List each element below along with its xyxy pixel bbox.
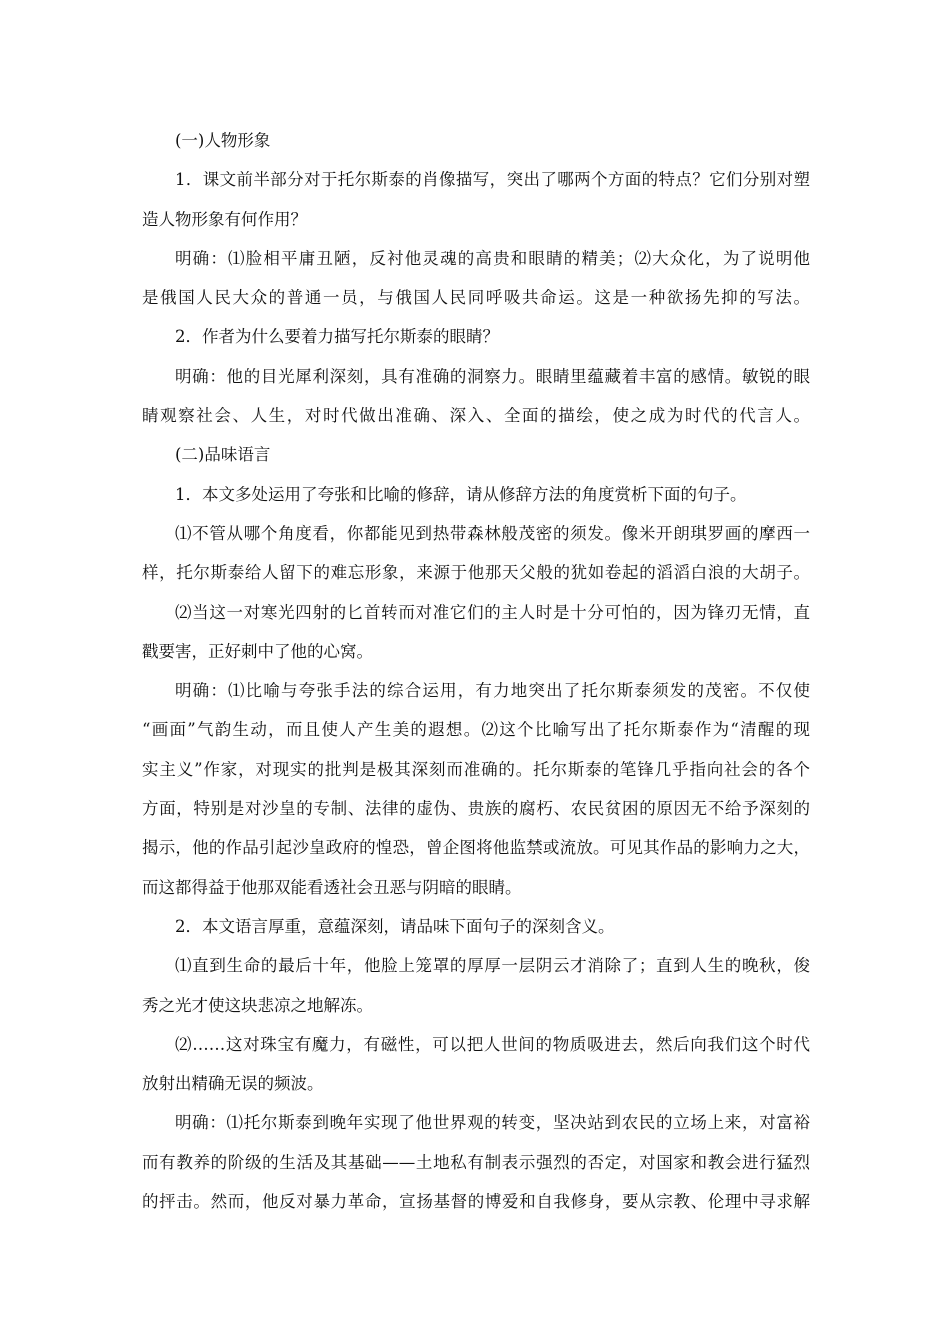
- sentence-3-line-2: 秀之光才使这块悲凉之地解冻。: [142, 995, 373, 1015]
- sentence-2-line-2: 戳要害，正好刺中了他的心窝。: [142, 641, 373, 661]
- answer-2-line-1: 明确：他的目光犀利深刻，具有准确的洞察力。眼睛里蕴藏着丰富的感情。敏锐的眼: [175, 366, 810, 386]
- question-1-line-1: 1．课文前半部分对于托尔斯泰的肖像描写，突出了哪两个方面的特点？它们分别对塑: [175, 170, 810, 190]
- language-answer-1-line-1: 明确：⑴比喻与夸张手法的综合运用，有力地突出了托尔斯泰须发的茂密。不仅使: [175, 681, 810, 701]
- sentence-1-line-1: ⑴不管从哪个角度看，你都能见到热带森林般茂密的须发。像米开朗琪罗画的摩西一: [175, 523, 810, 543]
- answer-1-line-2: 是俄国人民大众的普通一员，与俄国人民同呼吸共命运。这是一种欲扬先抑的写法。: [142, 288, 810, 308]
- question-2-line-1: 2．作者为什么要着力描写托尔斯泰的眼睛？: [175, 327, 499, 347]
- sentence-4-line-2: 放射出精确无误的频波。: [142, 1074, 324, 1094]
- document-body: [142, 121, 810, 1221]
- language-answer-2-line-3: 的抨击。然而，他反对暴力革命，宣扬基督的博爱和自我修身，要从宗教、伦理中寻求解: [142, 1192, 810, 1212]
- language-answer-1-line-3: 实主义”作家，对现实的批判是极其深刻而准确的。托尔斯泰的笔锋几乎指向社会的各个: [142, 759, 810, 779]
- language-answer-1-line-5: 揭示，他的作品引起沙皇政府的惶恐，曾企图将他监禁或流放。可见其作品的影响力之大，: [142, 838, 810, 858]
- language-answer-1-line-2: “画面”气韵生动，而且使人产生美的遐想。⑵这个比喻写出了托尔斯泰作为“清醒的现: [142, 720, 810, 740]
- language-answer-1-line-6: 而这都得益于他那双能看透社会丑恶与阴暗的眼睛。: [142, 877, 522, 897]
- sentence-1-line-2: 样，托尔斯泰给人留下的难忘形象，来源于他那天父般的犹如卷起的滔滔白浪的大胡子。: [142, 563, 810, 583]
- language-question-2: 2．本文语言厚重，意蕴深刻，请品味下面句子的深刻含义。: [175, 916, 615, 936]
- section-heading-language: (二)品味语言: [175, 445, 271, 465]
- language-answer-1-line-4: 方面，特别是对沙皇的专制、法律的虚伪、贵族的腐朽、农民贫困的原因无不给予深刻的: [142, 799, 810, 819]
- sentence-3-line-1: ⑴直到生命的最后十年，他脸上笼罩的厚厚一层阴云才消除了；直到人生的晚秋，俊: [175, 956, 810, 976]
- language-answer-2-line-1: 明确：⑴托尔斯泰到晚年实现了他世界观的转变，坚决站到农民的立场上来，对富裕: [175, 1113, 810, 1133]
- question-1-line-2: 造人物形象有何作用？: [142, 209, 307, 229]
- language-question-1: 1．本文多处运用了夸张和比喻的修辞，请从修辞方法的角度赏析下面的句子。: [175, 484, 747, 504]
- answer-2-line-2: 睛观察社会、人生，对时代做出准确、深入、全面的描绘，使之成为时代的代言人。: [142, 406, 810, 426]
- sentence-4-line-1: ⑵……这对珠宝有魔力，有磁性，可以把人世间的物质吸进去，然后向我们这个时代: [175, 1034, 810, 1054]
- answer-1-line-1: 明确：⑴脸相平庸丑陋，反衬他灵魂的高贵和眼睛的精美；⑵大众化，为了说明他: [175, 248, 810, 268]
- sentence-2-line-1: ⑵当这一对寒光四射的匕首转而对准它们的主人时是十分可怕的，因为锋刃无情，直: [175, 602, 810, 622]
- language-answer-2-line-2: 而有教养的阶级的生活及其基础——土地私有制表示强烈的否定，对国家和教会进行猛烈: [142, 1152, 810, 1172]
- section-heading-character-image: (一)人物形象: [175, 131, 271, 150]
